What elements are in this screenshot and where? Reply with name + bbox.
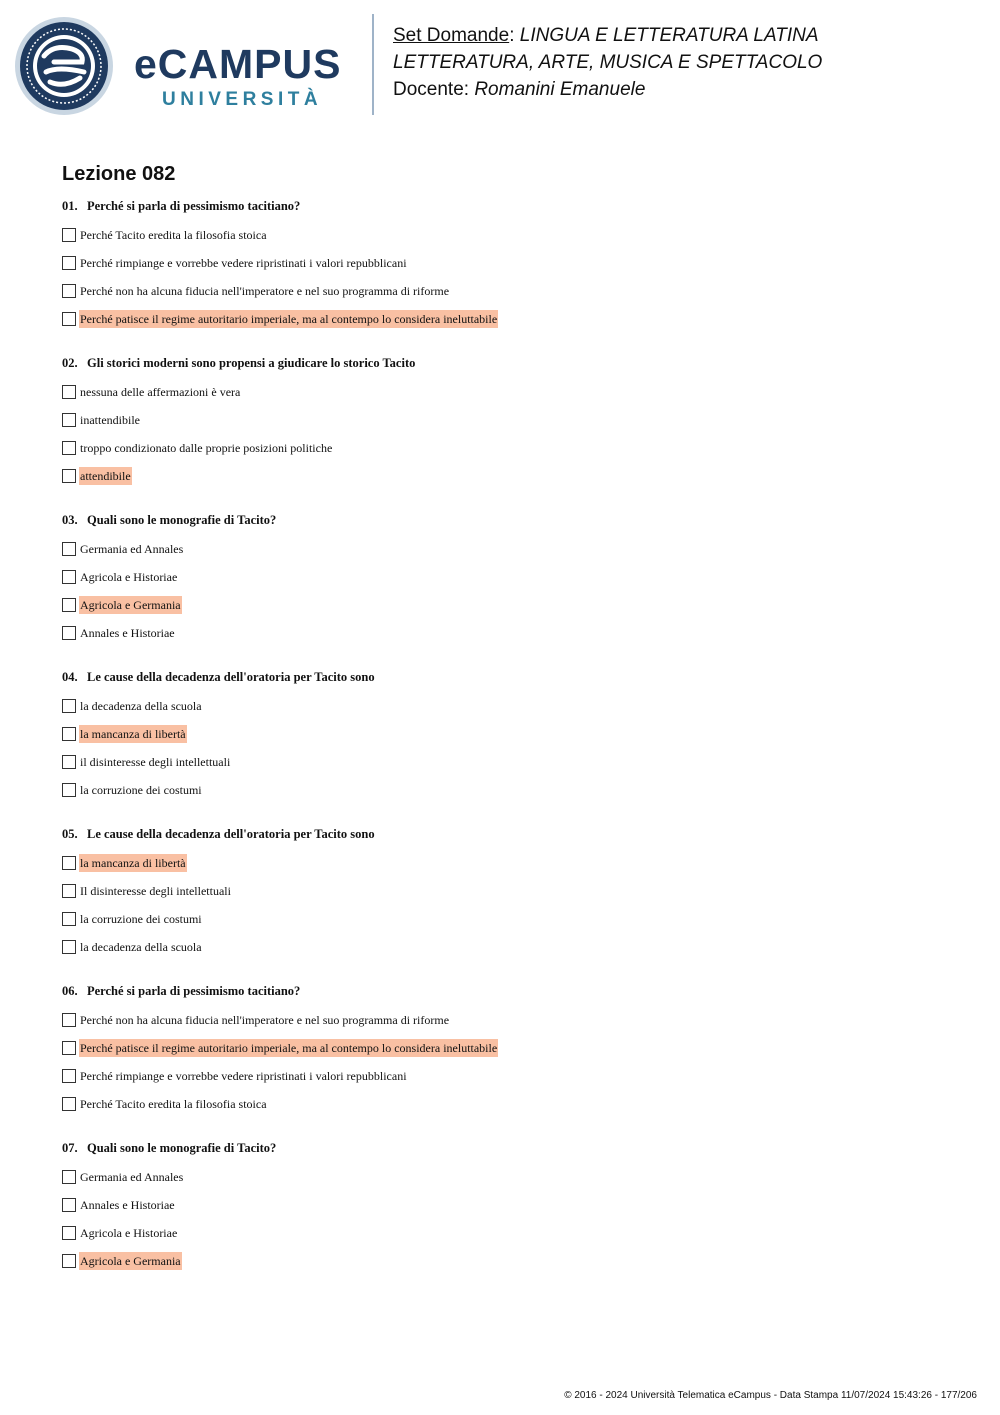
answer-text: troppo condizionato dalle proprie posizioni politiche [80,441,333,455]
answer-option[interactable] [62,1006,962,1034]
answer-checkbox[interactable] [62,1226,76,1240]
answer-text: Il disinteresse degli intellettuali [80,884,231,898]
lesson-title: Lezione 082 [62,163,176,185]
answer-option[interactable] [62,1034,962,1062]
answer-checkbox[interactable] [62,783,76,797]
answer-checkbox[interactable] [62,312,76,326]
question-text: Le cause della decadenza dell'oratoria per Tacito sono [87,827,375,841]
ecampus-logo [14,16,354,116]
question-list [62,197,962,1296]
answer-text-correct: Agricola e Germania [80,1254,181,1268]
answer-text-correct: Agricola e Germania [80,598,181,612]
answer-option[interactable] [62,591,962,619]
question-text: Gli storici moderni sono propensi a giudicare lo storico Tacito [87,356,416,370]
answer-checkbox[interactable] [62,912,76,926]
answer-text: la corruzione dei costumi [80,912,202,926]
question-block [62,354,962,490]
answer-option[interactable] [62,535,962,563]
course-info [393,22,822,103]
answer-checkbox[interactable] [62,1097,76,1111]
answer-text: nessuna delle affermazioni è vera [80,385,241,399]
question-title [62,825,962,843]
answer-option[interactable] [62,305,962,333]
answer-checkbox[interactable] [62,727,76,741]
question-title [62,511,962,529]
header-divider [372,14,374,115]
answer-text-correct: la mancanza di libertà [80,856,186,870]
question-text: Perché si parla di pessimismo tacitiano? [87,984,301,998]
question-number: 04. [62,670,78,684]
page-header [0,0,1000,130]
answer-option[interactable] [62,849,962,877]
question-block [62,1139,962,1275]
answer-text-correct: attendibile [80,469,131,483]
answer-checkbox[interactable] [62,699,76,713]
answer-text: il disinteresse degli intellettuali [80,755,231,769]
teacher-name: Romanini Emanuele [474,79,646,100]
question-title [62,668,962,686]
question-title [62,354,962,372]
answer-checkbox[interactable] [62,626,76,640]
answer-option[interactable] [62,933,962,961]
answer-checkbox[interactable] [62,1069,76,1083]
answer-text: Germania ed Annales [80,542,184,556]
answer-option[interactable] [62,1163,962,1191]
answer-checkbox[interactable] [62,385,76,399]
teacher-line [393,76,822,103]
answer-text: Annales e Historiae [80,626,175,640]
ecampus-emblem-icon [14,16,114,116]
answer-checkbox[interactable] [62,256,76,270]
answer-option[interactable] [62,1191,962,1219]
answer-checkbox[interactable] [62,570,76,584]
teacher-label: Docente: [393,79,470,100]
question-title [62,197,962,215]
footer-copyright: © 2016 - 2024 Università Telematica eCampus - Data Stampa 11/07/2024 15:43:26 - 177/206 [564,1390,977,1401]
answer-text: Perché rimpiange e vorrebbe vedere ripristinati i valori repubblicani [80,1069,407,1083]
answer-checkbox[interactable] [62,598,76,612]
question-number: 02. [62,356,78,370]
question-number: 06. [62,984,78,998]
answer-option[interactable] [62,1090,962,1118]
question-number: 01. [62,199,78,213]
question-title [62,1139,962,1157]
set-separator: : [509,25,515,46]
answer-checkbox[interactable] [62,1013,76,1027]
answer-option[interactable] [62,776,962,804]
answer-text: la corruzione dei costumi [80,783,202,797]
answer-option[interactable] [62,1247,962,1275]
answer-text-correct: Perché patisce il regime autoritario imperiale, ma al contempo lo considera ineluttabile [80,312,498,326]
question-block [62,825,962,961]
answer-text: la decadenza della scuola [80,940,202,954]
answer-option[interactable] [62,905,962,933]
answer-checkbox[interactable] [62,755,76,769]
answer-text: Agricola e Historiae [80,1226,178,1240]
question-text: Perché si parla di pessimismo tacitiano? [87,199,301,213]
question-block [62,197,962,333]
answer-option[interactable] [62,748,962,776]
question-block [62,668,962,804]
answer-checkbox[interactable] [62,1198,76,1212]
answer-option[interactable] [62,619,962,647]
answer-option[interactable] [62,563,962,591]
answer-checkbox[interactable] [62,856,76,870]
answer-option[interactable] [62,378,962,406]
brand-subtitle: UNIVERSITÀ [162,89,323,110]
question-number: 07. [62,1141,78,1155]
answer-option[interactable] [62,1219,962,1247]
answer-text: Perché non ha alcuna fiducia nell'imperatore e nel suo programma di riforme [80,284,450,298]
answer-option[interactable] [62,1062,962,1090]
answer-text: la decadenza della scuola [80,699,202,713]
answer-checkbox[interactable] [62,940,76,954]
answer-text: Germania ed Annales [80,1170,184,1184]
answer-checkbox[interactable] [62,1254,76,1268]
question-title [62,982,962,1000]
answer-text: Perché Tacito eredita la filosofia stoica [80,1097,267,1111]
answer-text: Agricola e Historiae [80,570,178,584]
question-block [62,982,962,1118]
question-number: 03. [62,513,78,527]
answer-text-correct: la mancanza di libertà [80,727,186,741]
answer-option[interactable] [62,221,962,249]
brand-name: eCAMPUS [134,41,342,87]
answer-option[interactable] [62,462,962,490]
answer-checkbox[interactable] [62,1170,76,1184]
answer-checkbox[interactable] [62,1041,76,1055]
answer-option[interactable] [62,277,962,305]
answer-text-correct: Perché patisce il regime autoritario imperiale, ma al contempo lo considera ineluttabile [80,1041,498,1055]
question-block [62,511,962,647]
answer-option[interactable] [62,692,962,720]
course-line2 [393,49,822,76]
answer-option[interactable] [62,877,962,905]
set-label: Set Domande [393,25,510,46]
course-name-line1: LINGUA E LETTERATURA LATINA [519,25,819,46]
question-text: Le cause della decadenza dell'oratoria per Tacito sono [87,670,375,684]
answer-checkbox[interactable] [62,441,76,455]
answer-option[interactable] [62,406,962,434]
answer-text: Perché non ha alcuna fiducia nell'imperatore e nel suo programma di riforme [80,1013,450,1027]
answer-text: Perché rimpiange e vorrebbe vedere ripristinati i valori repubblicani [80,256,407,270]
answer-checkbox[interactable] [62,284,76,298]
answer-text: Perché Tacito eredita la filosofia stoica [80,228,267,242]
course-name-line2: LETTERATURA, ARTE, MUSICA E SPETTACOLO [393,52,823,73]
question-text: Quali sono le monografie di Tacito? [87,1141,277,1155]
question-text: Quali sono le monografie di Tacito? [87,513,277,527]
answer-text: inattendibile [80,413,140,427]
answer-checkbox[interactable] [62,884,76,898]
question-number: 05. [62,827,78,841]
answer-checkbox[interactable] [62,413,76,427]
answer-option[interactable] [62,249,962,277]
answer-checkbox[interactable] [62,469,76,483]
answer-option[interactable] [62,434,962,462]
answer-option[interactable] [62,720,962,748]
answer-checkbox[interactable] [62,542,76,556]
answer-checkbox[interactable] [62,228,76,242]
set-line [393,22,822,49]
answer-text: Annales e Historiae [80,1198,175,1212]
